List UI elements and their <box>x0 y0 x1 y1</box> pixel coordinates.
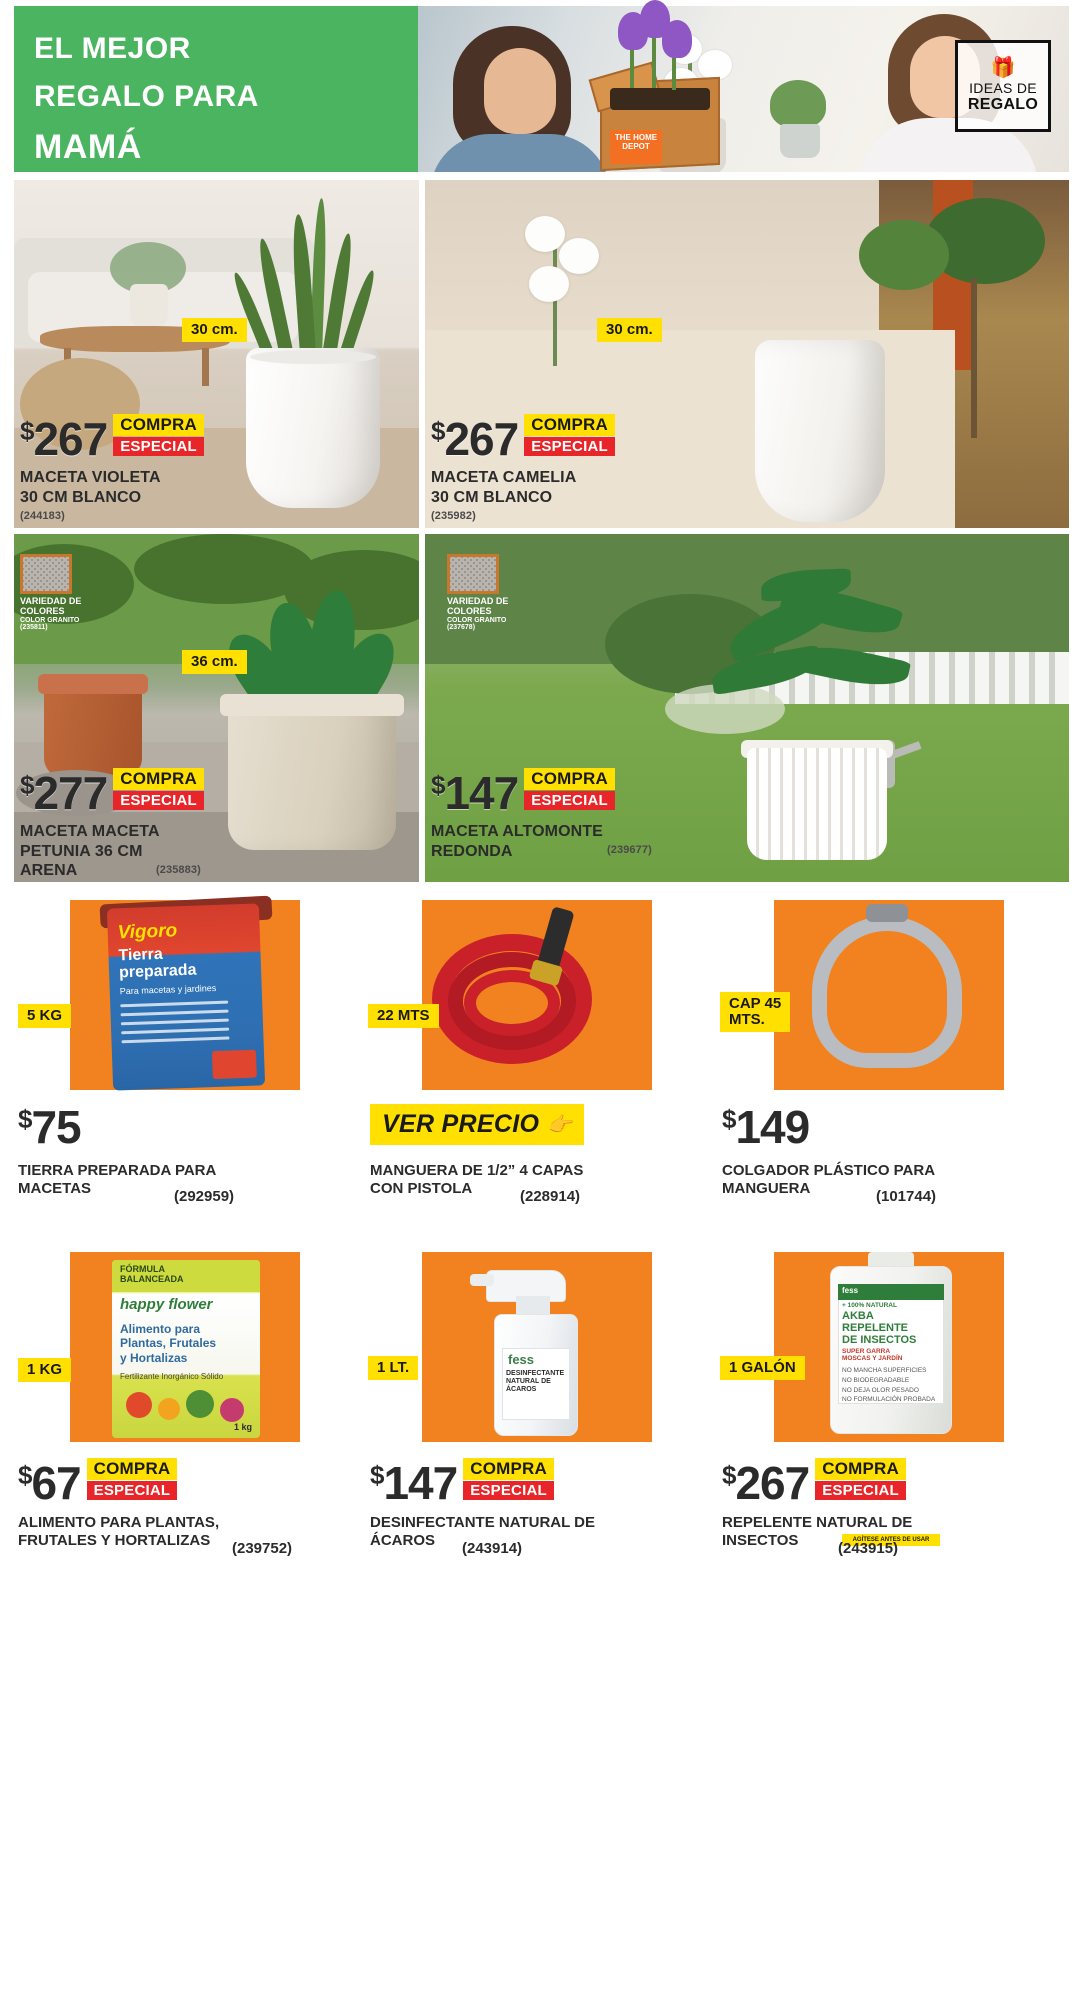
granite-color-swatch <box>447 554 499 594</box>
fertilizer-bag <box>112 1260 260 1438</box>
size-tag: 5 KG <box>18 1004 71 1028</box>
price <box>18 1101 81 1153</box>
badge-compra: COMPRA <box>113 768 204 790</box>
product-card-desinfectante[interactable] <box>366 1252 706 1557</box>
variedad-subtitle: COLOR GRANITO <box>447 616 507 624</box>
size-tag: 1 LT. <box>368 1356 418 1380</box>
product-name: MANGUERA DE 1/2” 4 CAPAS CON PISTOLA <box>370 1162 584 1198</box>
home-depot-logo: THE HOME DEPOT <box>610 130 662 164</box>
product-name: TIERRA PREPARADA PARA MACETAS <box>18 1162 217 1198</box>
product-sku: (244183) <box>20 510 65 522</box>
price-value: 147 <box>444 766 519 819</box>
badge-especial: ESPECIAL <box>815 1481 906 1500</box>
currency-symbol: $ <box>20 415 34 446</box>
ver-precio-button[interactable] <box>370 1104 584 1145</box>
price <box>722 1101 810 1153</box>
product-sku: (101744) <box>876 1188 937 1205</box>
badge-especial: ESPECIAL <box>524 791 615 810</box>
variedad-subtitle: COLOR GRANITO <box>20 616 80 624</box>
badge-compra: COMPRA <box>524 414 615 436</box>
mother-face <box>484 48 556 134</box>
product-name: DESINFECTANTE NATURAL DE ÁCAROS <box>370 1514 595 1550</box>
price-value: 267 <box>735 1456 810 1509</box>
compra-especial-badge <box>815 1458 906 1500</box>
product-card-manguera[interactable] <box>366 900 706 1205</box>
currency-symbol: $ <box>18 1104 32 1134</box>
hanger-tab <box>930 976 946 1016</box>
brand-logo: fess <box>842 1286 859 1295</box>
small-plant-pot <box>780 124 820 158</box>
product-card-colgador[interactable] <box>718 900 1058 1205</box>
compra-especial-badge <box>113 414 204 456</box>
header-line-1: EL MEJOR <box>34 32 191 65</box>
brand-logo: fess <box>508 1352 535 1367</box>
pack-subtitle: Para macetas y jardines <box>119 982 217 997</box>
vegetable-icon <box>126 1392 152 1418</box>
pack-eyebrow: FÓRMULA BALANCEADA <box>120 1264 184 1284</box>
badge-especial: ESPECIAL <box>87 1481 178 1500</box>
product-name: ALIMENTO PARA PLANTAS, FRUTALES Y HORTALIZAS <box>18 1514 220 1550</box>
price-value: 75 <box>31 1101 81 1153</box>
variedad-title: VARIEDAD DE COLORES <box>20 596 82 616</box>
size-tag: CAP 45 MTS. <box>720 992 790 1032</box>
gift-icon: 🎁 <box>990 57 1016 79</box>
pack-title: DESINFECTANTE NATURAL DE ÁCAROS <box>506 1370 565 1394</box>
product-card-maceta-altomonte[interactable] <box>425 534 1069 882</box>
product-sku: (243915) <box>838 1540 899 1557</box>
badge-line-1: IDEAS DE <box>969 80 1037 96</box>
ideas-de-regalo-badge <box>955 40 1051 132</box>
currency-symbol: $ <box>722 1459 736 1490</box>
compra-especial-badge <box>524 768 615 810</box>
pack-eyebrow: + 100% NATURAL <box>842 1302 897 1309</box>
soil-bag <box>107 903 265 1090</box>
badge-especial: ESPECIAL <box>524 437 615 456</box>
product-name: MACETA ALTOMONTE REDONDA <box>431 823 603 860</box>
currency-symbol: $ <box>431 769 445 800</box>
product-card-maceta-petunia[interactable] <box>14 534 419 882</box>
price-value: 67 <box>31 1456 81 1509</box>
variedad-de-colores-badge <box>20 554 104 632</box>
currency-symbol: $ <box>370 1459 384 1490</box>
vase <box>130 284 168 330</box>
product-name: REPELENTE NATURAL DE INSECTOS <box>722 1514 913 1550</box>
badge-compra: COMPRA <box>815 1458 906 1480</box>
vegetable-icon <box>220 1398 244 1422</box>
product-card-maceta-violeta[interactable] <box>14 180 419 528</box>
orchid-flower-icon <box>698 50 732 80</box>
brand-logo: Vigoro <box>117 920 178 944</box>
mother-body <box>430 134 610 172</box>
product-name: MACETA VIOLETA 30 CM BLANCO <box>20 469 161 506</box>
currency-symbol: $ <box>18 1459 32 1490</box>
currency-symbol: $ <box>431 415 445 446</box>
badge-line-2: REGALO <box>967 96 1039 113</box>
hanger-hook <box>866 904 908 922</box>
hanger-tab <box>848 996 864 1036</box>
price-value: 147 <box>383 1456 458 1509</box>
small-plant <box>770 80 826 128</box>
header-photo <box>418 6 1069 172</box>
compra-especial-badge <box>463 1458 554 1500</box>
price-value: 149 <box>735 1101 810 1153</box>
crocus-flower-icon <box>662 20 692 58</box>
size-tag: 36 cm. <box>182 650 247 674</box>
product-sku: (235982) <box>431 510 476 522</box>
header-line-2: REGALO PARA <box>34 80 259 113</box>
product-sku: (239677) <box>607 844 652 856</box>
table-leg <box>202 348 209 386</box>
size-tag: 30 cm. <box>182 318 247 342</box>
promo-header <box>0 0 1083 178</box>
pack-footer-text: AGÍTESE ANTES DE USAR <box>852 1537 930 1543</box>
product-sku: (235883) <box>156 864 201 876</box>
pack-title: Tierra preparada <box>118 945 197 982</box>
foliage <box>859 220 949 290</box>
orchid-flower-icon <box>559 238 599 274</box>
size-tag: 30 cm. <box>597 318 662 342</box>
product-sku: (243914) <box>462 1540 523 1557</box>
price <box>20 766 108 819</box>
size-tag: 1 GALÓN <box>720 1356 805 1380</box>
price <box>431 412 519 465</box>
pack-subtitle: Fertilizante Inorgánico Sólido <box>120 1372 224 1381</box>
variedad-title: VARIEDAD DE COLORES <box>447 596 509 616</box>
size-tag: 22 MTS <box>368 1004 439 1028</box>
badge-especial: ESPECIAL <box>113 437 204 456</box>
badge-compra: COMPRA <box>524 768 615 790</box>
product-row-2 <box>14 1252 1069 1557</box>
compra-especial-badge <box>87 1458 178 1500</box>
currency-symbol: $ <box>722 1104 736 1134</box>
badge-compra: COMPRA <box>87 1458 178 1480</box>
product-sku: (239752) <box>232 1540 293 1557</box>
pack-bullets: NO MANCHA SUPERFICIES NO BIODEGRADABLE NO DEJA OLOR PESADO NO FORMULACIÓN PROBADA <box>842 1367 936 1404</box>
product-card-repelente[interactable] <box>718 1252 1058 1557</box>
badge-especial: ESPECIAL <box>113 791 204 810</box>
crocus-box-art <box>300 34 658 154</box>
size-tag: 1 KG <box>18 1358 71 1382</box>
currency-symbol: $ <box>20 769 34 800</box>
branch <box>971 278 977 438</box>
price <box>18 1456 81 1509</box>
compra-especial-badge <box>113 768 204 810</box>
orchid-flower-icon <box>529 266 569 302</box>
ribbed-white-planter <box>747 748 887 860</box>
pack-title: Alimento para Plantas, Frutales y Hortalizas <box>120 1322 217 1365</box>
terracotta-pot <box>44 682 142 778</box>
vegetable-icon <box>158 1398 180 1420</box>
featured-products-grid <box>14 180 1069 882</box>
granite-color-swatch <box>20 554 72 594</box>
price-value: 277 <box>33 766 108 819</box>
header-line-3: MAMÁ <box>34 128 142 166</box>
orchid-flower-icon <box>525 216 565 252</box>
product-card-tierra-preparada[interactable] <box>14 900 354 1205</box>
variedad-sku: (235811) <box>20 624 48 632</box>
badge-compra: COMPRA <box>113 414 204 436</box>
brand-logo: happy flower <box>120 1296 213 1313</box>
product-row-1 <box>14 900 1069 1205</box>
soil <box>610 88 710 110</box>
hanger-tab <box>908 996 924 1036</box>
badge-especial: ESPECIAL <box>463 1481 554 1500</box>
spray-nozzle <box>470 1274 494 1286</box>
variedad-sku: (237678) <box>447 624 476 632</box>
price <box>722 1456 810 1509</box>
badge-compra: COMPRA <box>463 1458 554 1480</box>
price <box>431 766 519 819</box>
variedad-de-colores-badge <box>447 554 531 632</box>
pack-footer-mark <box>212 1050 257 1080</box>
product-sku: (292959) <box>174 1188 235 1205</box>
product-name: COLGADOR PLÁSTICO PARA MANGUERA <box>722 1162 936 1198</box>
product-name: MACETA MACETA PETUNIA 36 CM ARENA <box>20 823 160 880</box>
vegetable-icon <box>186 1390 214 1418</box>
ver-precio-label: VER PRECIO <box>382 1110 540 1138</box>
price-value: 267 <box>444 412 519 465</box>
pointing-hand-icon: 👉 <box>547 1114 573 1136</box>
price-value: 267 <box>33 412 108 465</box>
product-card-maceta-camelia[interactable] <box>425 180 1069 528</box>
compra-especial-badge <box>524 414 615 456</box>
white-planter <box>755 340 885 522</box>
price <box>370 1456 458 1509</box>
price <box>20 412 108 465</box>
pack-title: AKBA REPELENTE DE INSECTOS <box>842 1310 917 1347</box>
hanger-tab <box>878 1004 894 1044</box>
pack-subtitle: SUPER GARRA MOSCAS Y JARDÍN <box>842 1348 903 1362</box>
pack-weight: 1 kg <box>233 1422 252 1432</box>
product-card-alimento-plantas[interactable] <box>14 1252 354 1557</box>
pack-top-band <box>112 1260 260 1292</box>
secondary-products-grid <box>14 900 1069 1557</box>
product-name: MACETA CAMELIA 30 CM BLANCO <box>431 469 577 506</box>
product-sku: (228914) <box>520 1188 581 1205</box>
pack-text-lines <box>120 1001 230 1050</box>
